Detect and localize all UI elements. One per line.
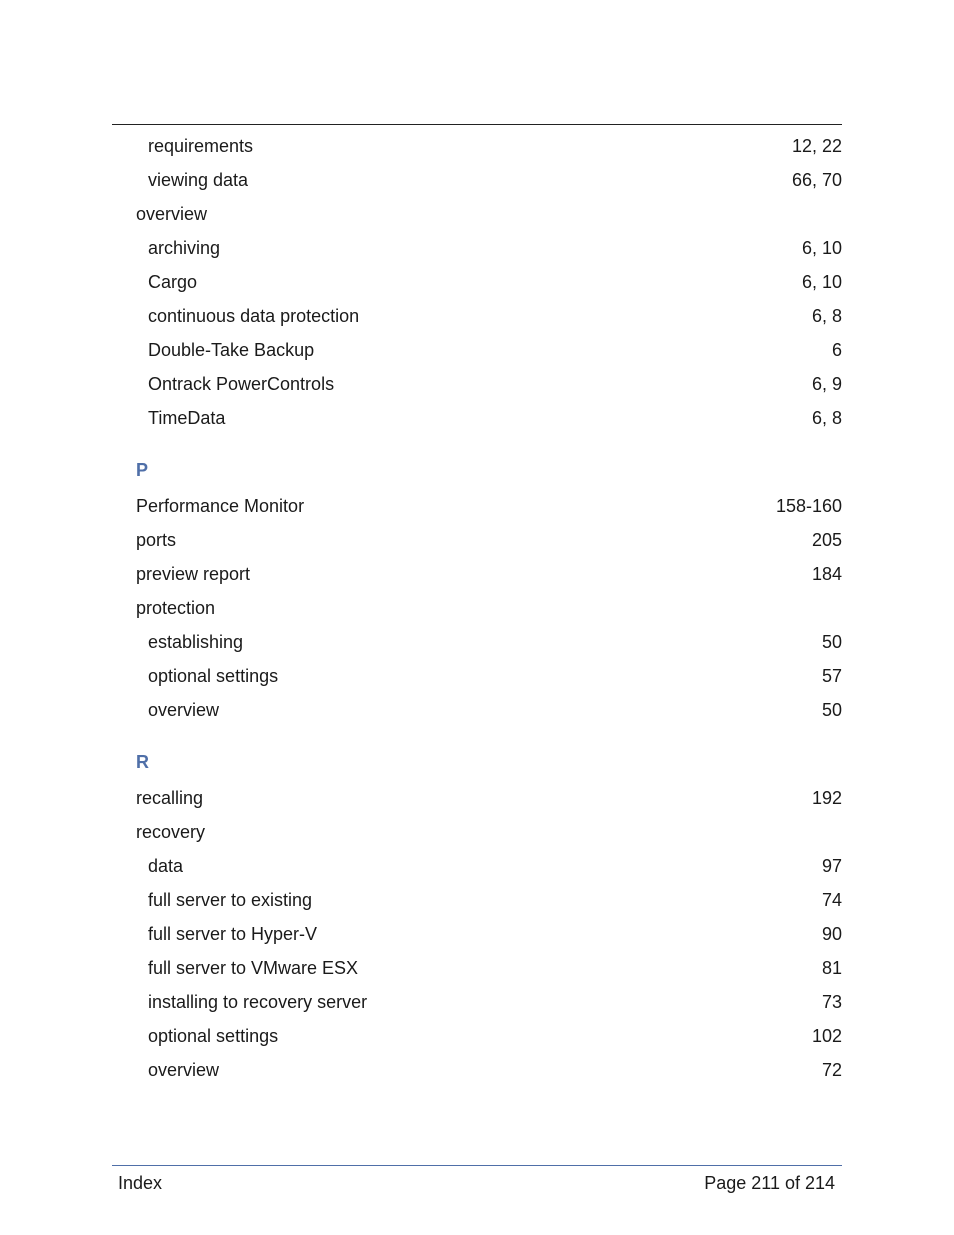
- index-entry: [112, 781, 842, 815]
- index-letter-heading: P: [136, 459, 149, 480]
- index-entry: [112, 1019, 842, 1053]
- index-entry-term: Ontrack PowerControls: [148, 373, 335, 394]
- section-gap: [112, 435, 842, 451]
- page-footer: [118, 1170, 835, 1196]
- index-entry: [112, 883, 842, 917]
- index-entry-term: Performance Monitor: [136, 495, 305, 516]
- index-entry-pages: 6, 8: [811, 305, 842, 326]
- index-entry-pages: 73: [821, 991, 842, 1012]
- index-entry: [112, 401, 842, 435]
- index-entry-pages: 50: [821, 699, 842, 720]
- index-entry-term: installing to recovery server: [148, 991, 368, 1012]
- index-entry-pages: 50: [821, 631, 842, 652]
- index-entry-term: protection: [136, 597, 216, 618]
- index-entry-term: recalling: [136, 787, 204, 808]
- footer-rule: [112, 1165, 842, 1166]
- index-entry: [112, 265, 842, 299]
- index-entry: [112, 231, 842, 265]
- index-entry-term: optional settings: [148, 665, 279, 686]
- index-entry-pages: 57: [821, 665, 842, 686]
- index-entry: [112, 197, 842, 231]
- section-gap: [112, 727, 842, 743]
- index-entry-pages: 81: [821, 957, 842, 978]
- index-entry-pages: 6, 8: [811, 407, 842, 428]
- index-entry-term: overview: [148, 1059, 220, 1080]
- index-entry-term: overview: [136, 203, 208, 224]
- index-entry-pages: 66, 70: [791, 169, 842, 190]
- index-entry-term: full server to VMware ESX: [148, 957, 359, 978]
- index-entry-pages: 90: [821, 923, 842, 944]
- footer-page-number: Page 211 of 214: [704, 1172, 835, 1193]
- index-list: [112, 129, 842, 1087]
- index-entry-pages: 184: [811, 563, 842, 584]
- index-entry: [112, 367, 842, 401]
- index-letter-heading: R: [136, 751, 149, 772]
- index-entry-term: Double-Take Backup: [148, 339, 315, 360]
- index-entry-pages: 12, 22: [791, 135, 842, 156]
- index-entry-term: ports: [136, 529, 177, 550]
- index-entry-pages: 6, 10: [801, 271, 842, 292]
- index-entry-pages: 158-160: [775, 495, 842, 516]
- index-entry: [112, 489, 842, 523]
- index-entry-pages: 74: [821, 889, 842, 910]
- index-entry-term: continuous data protection: [148, 305, 360, 326]
- index-entry-term: full server to existing: [148, 889, 313, 910]
- index-entry-term: viewing data: [148, 169, 249, 190]
- index-entry-term: establishing: [148, 631, 244, 652]
- index-entry: [112, 659, 842, 693]
- index-entry-term: optional settings: [148, 1025, 279, 1046]
- index-entry: [112, 299, 842, 333]
- index-entry: [112, 625, 842, 659]
- index-entry: [112, 333, 842, 367]
- index-entry-pages: 6: [831, 339, 842, 360]
- index-entry-pages: 6, 9: [811, 373, 842, 394]
- index-entry: [112, 985, 842, 1019]
- index-entry-term: overview: [148, 699, 220, 720]
- index-entry-term: data: [148, 855, 184, 876]
- index-entry: [112, 917, 842, 951]
- index-entry-pages: 97: [821, 855, 842, 876]
- index-entry: [112, 163, 842, 197]
- index-entry-pages: 72: [821, 1059, 842, 1080]
- index-entry-term: Cargo: [148, 271, 198, 292]
- index-entry: [112, 523, 842, 557]
- index-entry: [112, 815, 842, 849]
- index-entry: [112, 591, 842, 625]
- index-entry-term: archiving: [148, 237, 221, 258]
- index-entry: [112, 849, 842, 883]
- index-entry-term: requirements: [148, 135, 254, 156]
- index-entry: [112, 1053, 842, 1087]
- index-entry-term: recovery: [136, 821, 206, 842]
- index-entry-term: preview report: [136, 563, 251, 584]
- index-entry-pages: 102: [811, 1025, 842, 1046]
- index-entry-pages: 192: [811, 787, 842, 808]
- footer-section-label: Index: [118, 1172, 163, 1193]
- index-entry-term: TimeData: [148, 407, 226, 428]
- index-entry: [112, 951, 842, 985]
- index-entry-term: full server to Hyper-V: [148, 923, 318, 944]
- index-entry-pages: 205: [811, 529, 842, 550]
- index-entry: [112, 557, 842, 591]
- index-entry-pages: 6, 10: [801, 237, 842, 258]
- index-entry: [112, 129, 842, 163]
- header-rule: [112, 124, 842, 125]
- index-entry: [112, 693, 842, 727]
